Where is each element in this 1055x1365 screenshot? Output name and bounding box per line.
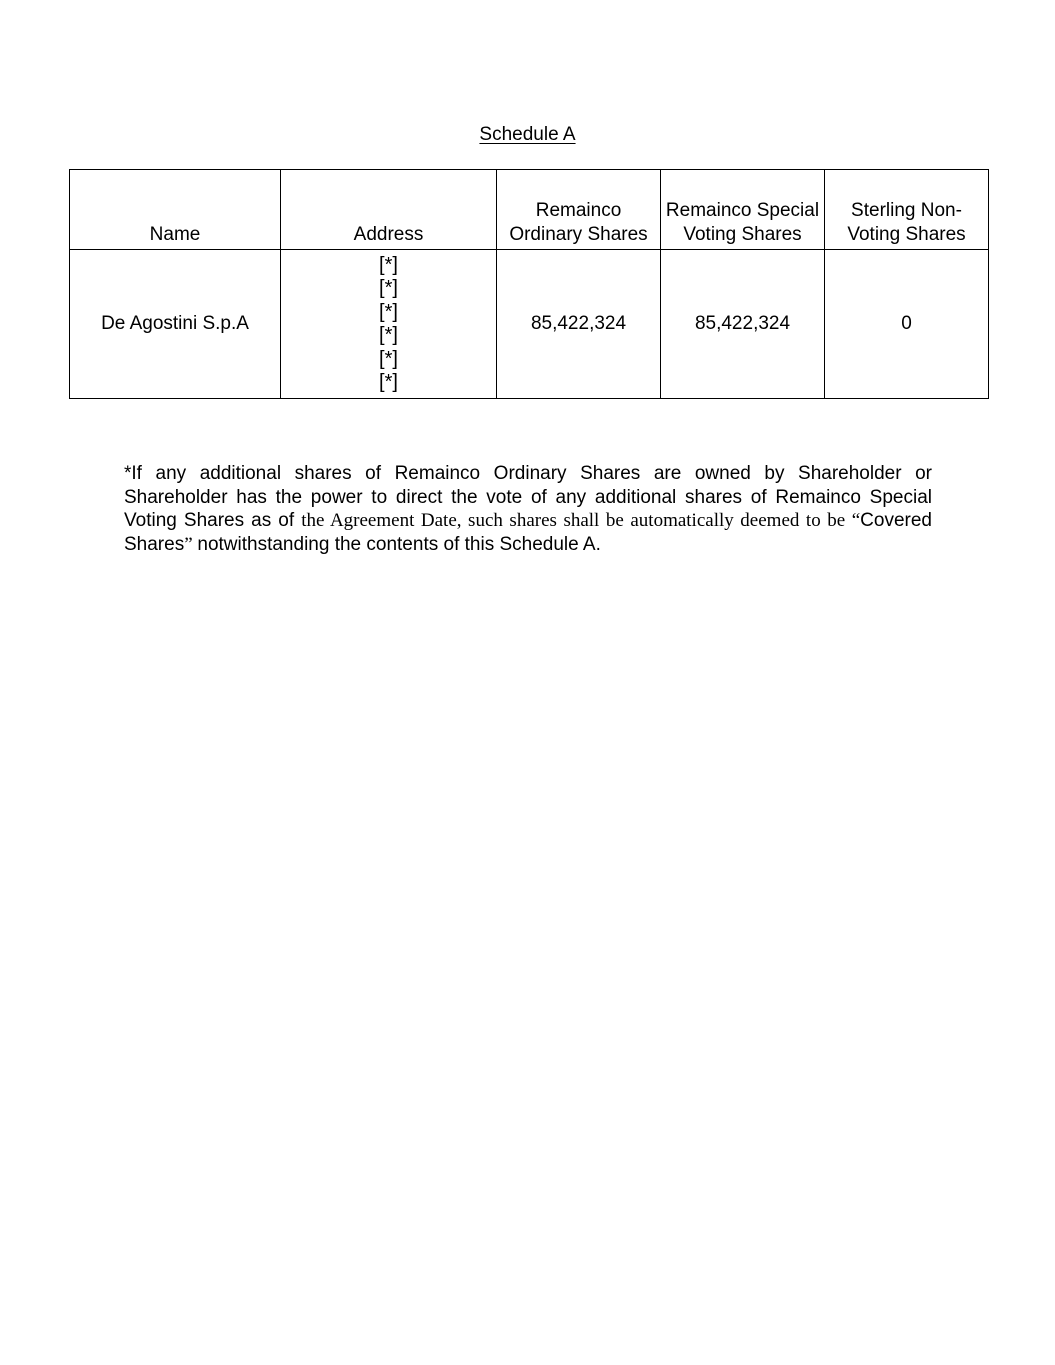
header-sterling-non-voting-shares: Sterling Non- Voting Shares [825, 170, 989, 250]
cell-sterling-non-voting-shares: 0 [825, 250, 989, 399]
address-line: [*] [379, 300, 398, 323]
page-title: Schedule A [479, 124, 576, 145]
address-line: [*] [379, 324, 398, 346]
address-line: [*] [379, 277, 398, 299]
schedule-table [69, 169, 989, 399]
footnote-part-4: ” [184, 533, 198, 555]
table-row [70, 250, 989, 399]
address-line: [*] [379, 371, 398, 393]
address-list [281, 254, 496, 395]
footnote [124, 462, 932, 556]
header-remainco-ordinary-shares: Remainco Ordinary Shares [497, 170, 661, 250]
table-header-row [70, 170, 989, 250]
header-address: Address [281, 170, 497, 250]
cell-name: De Agostini S.p.A [70, 250, 281, 399]
cell-address [281, 250, 497, 399]
header-name: Name [70, 170, 281, 250]
cell-remainco-ordinary-shares: 85,422,324 [497, 250, 661, 399]
address-line: [*] [379, 253, 398, 276]
address-line: [*] [379, 347, 398, 370]
footnote-covered-shares: Covered Shares [124, 510, 932, 555]
cell-remainco-special-voting-shares: 85,422,324 [661, 250, 825, 399]
footnote-part-1: *If any additional shares of Remainco Ordinary Shares are owned by Shareholder or Shareholder has the power to direct the vote of any additional shares of Remainco Special Voting Shares as of [124, 463, 932, 531]
footnote-part-5: notwithstanding the contents of this Schedule A. [197, 533, 601, 555]
footnote-part-2: the Agreement Date, such shares shall be automatically deemed to be “ [301, 510, 861, 531]
header-remainco-special-voting-shares: Remainco Special Voting Shares [661, 170, 825, 250]
